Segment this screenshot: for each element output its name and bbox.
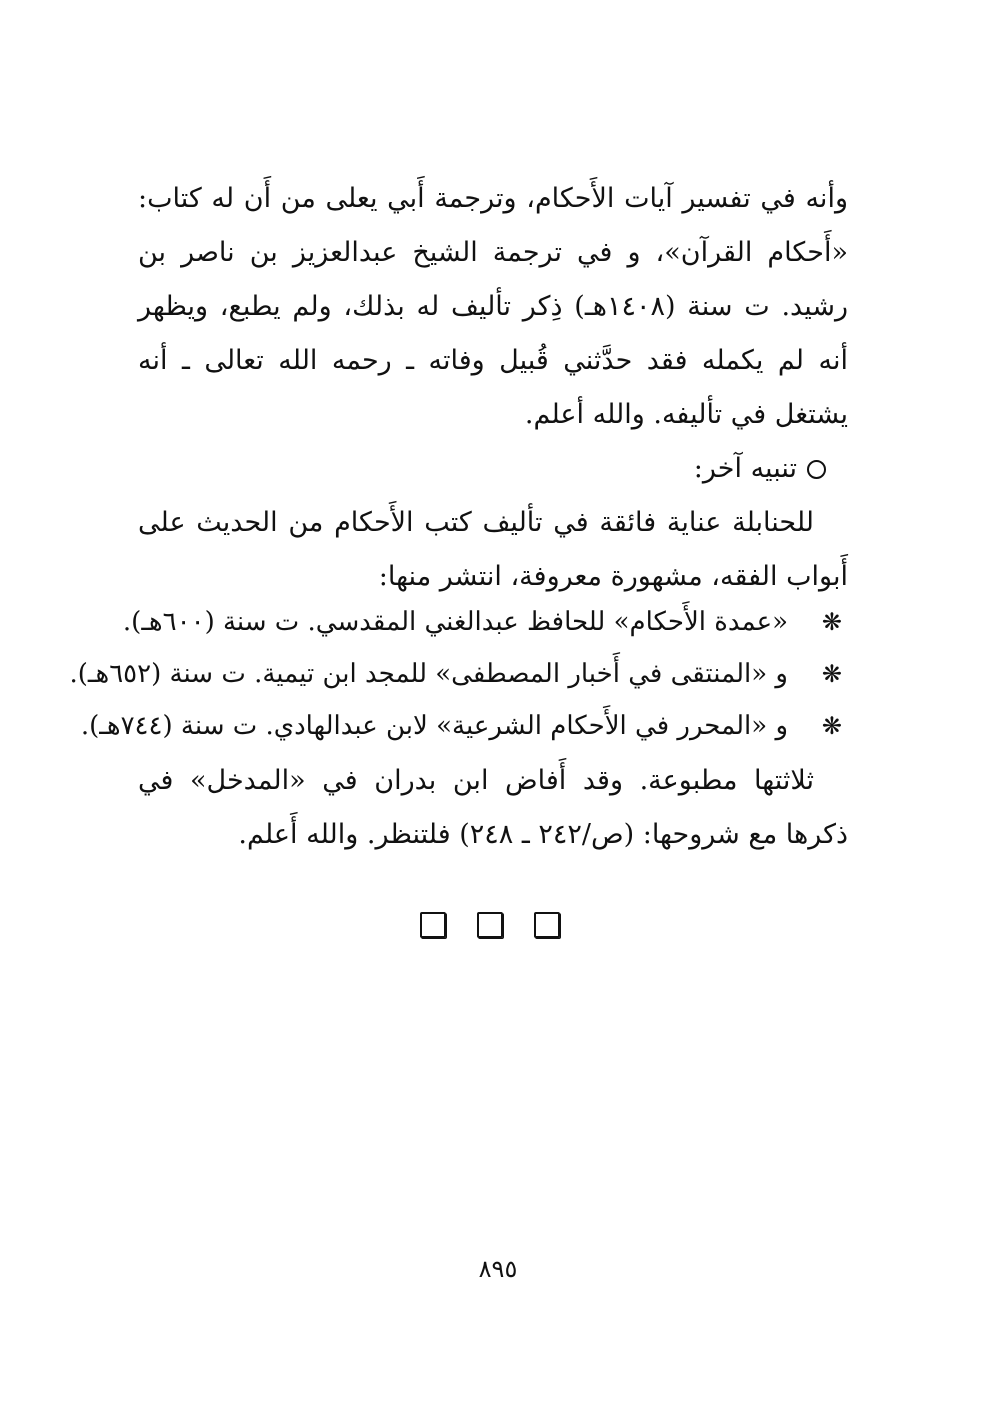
notice-heading-text: تنبيه آخر: [693,453,797,484]
paragraph-tafsir-ahkam: وأنه في تفسير آيات الأَحكام، وترجمة أَبي يعلى من أَن له كتاب: «أَحكام القرآن»، و في ترجمة الشيخ عبدالعزيز بن ناصر بن رشيد. ت سنة (١٤٠٨هـ) ذِكر تأليف له بذلك، ولم يطبع، ويظهر أنه لم يكمله فقد حدَّثني قُبيل وفاته ـ رحمه الله تعالى ـ أنه يشتغل في تأليفه. والله أعلم. [138,183,849,430]
square-ornament-icon [534,912,560,938]
circle-marker-icon [807,460,826,479]
book-list [69,596,848,752]
asterisk-bullet-icon: ❋ [821,712,842,740]
square-ornament-icon [420,912,446,938]
list-item-text: و «المحرر في الأَحكام الشرعية» لابن عبدالهادي. ت سنة (٧٤٤هـ). [80,711,788,741]
paragraph-hanabila-intro: للحنابلة عناية فائقة في تأليف كتب الأَحكام من الحديث على أَبواب الفقه، مشهورة معروفة، انتشر منها: [138,507,848,592]
list-item-text: و «المنتقى في أَخبار المصطفى» للمجد ابن تيمية. ت سنة (٦٥٢هـ). [69,659,788,689]
notice-heading [694,442,826,496]
list-item-text: «عمدة الأَحكام» للحافظ عبدالغني المقدسي. ت سنة (٦٠٠هـ). [122,607,788,637]
section-divider [420,912,560,942]
list-item [122,596,848,648]
list-item [80,700,848,752]
asterisk-bullet-icon: ❋ [821,660,842,688]
square-ornament-icon [477,912,503,938]
list-item [69,648,848,700]
paragraph-madkhal-reference: ثلاثتها مطبوعة. وقد أَفاض ابن بدران في «المدخل» في ذكرها مع شروحها: (ص/٢٤٢ ـ ٢٤٨) فلتنظر. والله أَعلم. [138,765,848,850]
page-number: ٨٩٥ [478,1255,518,1283]
asterisk-bullet-icon: ❋ [821,608,842,636]
